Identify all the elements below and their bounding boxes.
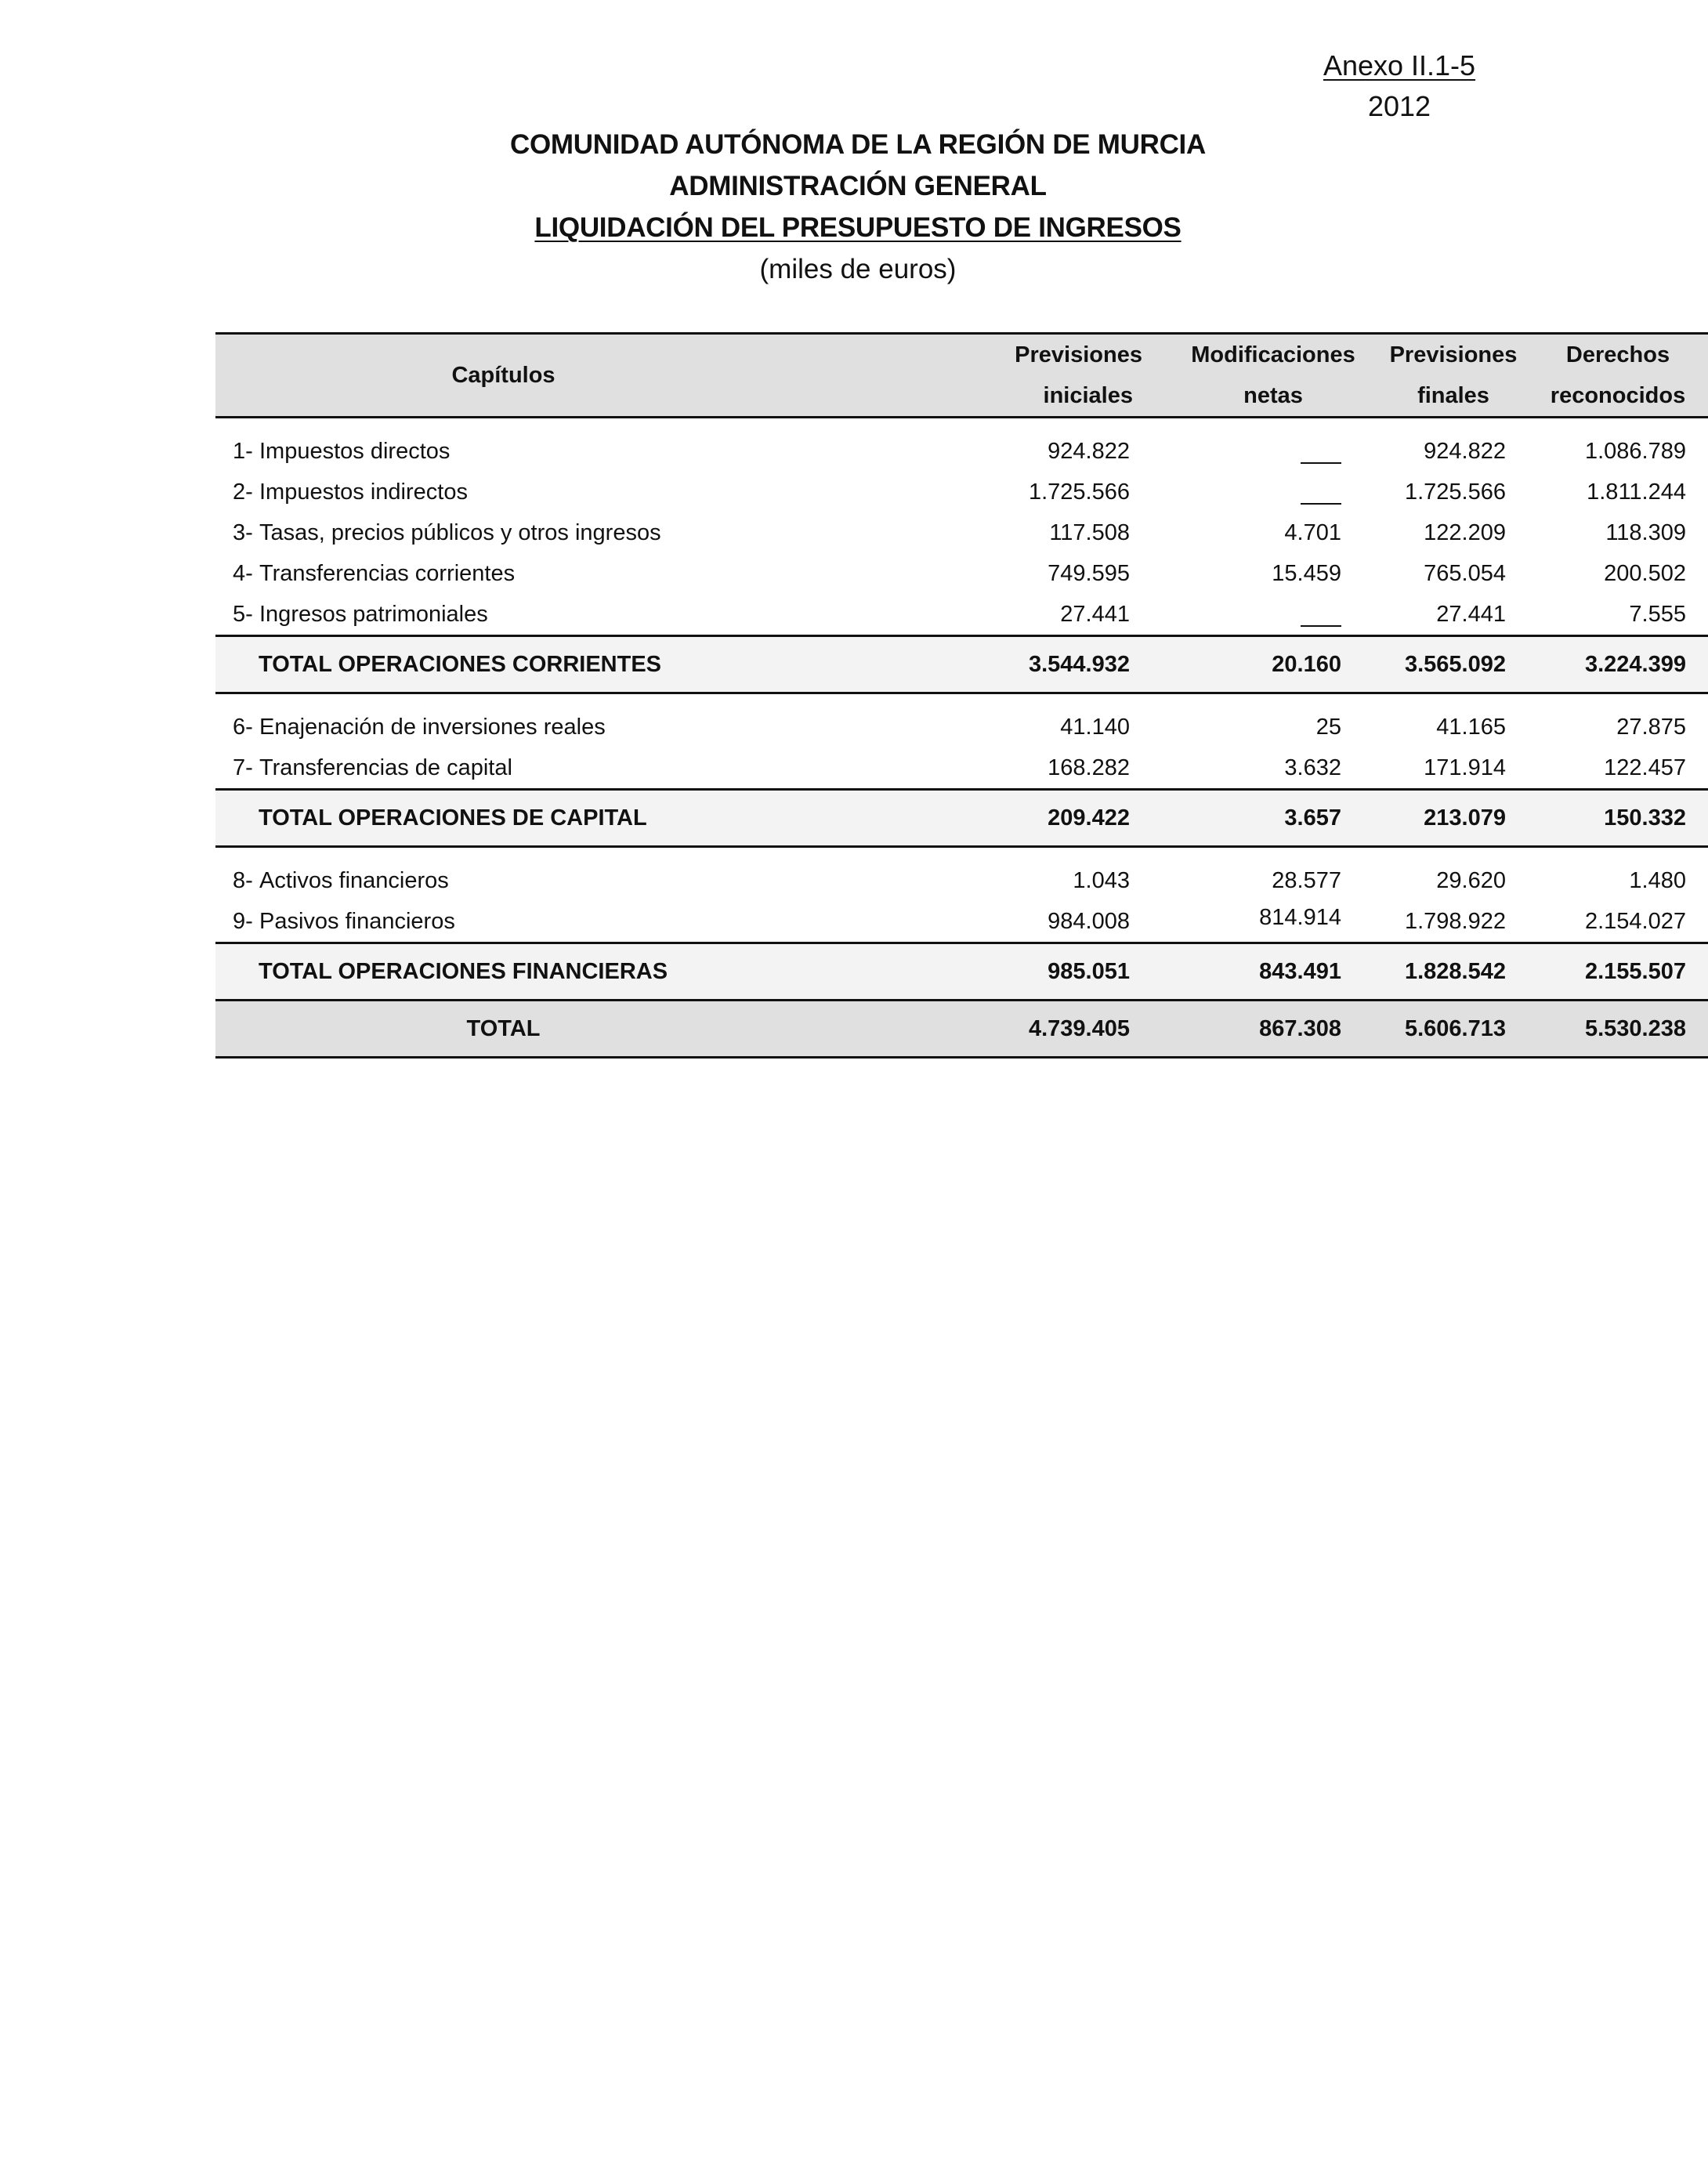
table-row — [215, 431, 1708, 472]
cell-previsiones-finales: 41.165 — [1436, 715, 1506, 740]
cell-derechos-reconocidos: 1.086.789 — [1584, 439, 1686, 464]
cell-previsiones-finales: 1.798.922 — [1404, 909, 1506, 934]
table-row — [215, 747, 1708, 790]
cell-previsiones-iniciales: 117.508 — [1049, 520, 1130, 545]
table-header-row — [215, 334, 1708, 418]
cell-value: 814.914 — [1259, 905, 1341, 930]
cell-previsiones-iniciales: 168.282 — [1048, 755, 1130, 780]
cell-previsiones-iniciales: 27.441 — [1060, 602, 1130, 627]
cell-modificaciones-netas: 843.491 — [1152, 943, 1363, 1001]
subtotal-row-capital — [215, 790, 1708, 847]
cell-previsiones-finales: 27.441 — [1436, 602, 1506, 627]
row-text: Transferencias de capital — [259, 755, 512, 780]
col-header-previsiones-iniciales — [791, 334, 1152, 418]
cell-modificaciones-netas — [1152, 431, 1363, 472]
cell-modificaciones-netas: 4.701 — [1284, 520, 1341, 545]
col-header-line: iniciales — [1043, 383, 1133, 408]
cell-previsiones-finales: 1.828.542 — [1363, 943, 1528, 1001]
cell-modificaciones-netas: 3.657 — [1152, 790, 1363, 847]
grand-total-label: TOTAL — [215, 1001, 791, 1058]
cell-modificaciones-netas: 3.632 — [1284, 755, 1341, 780]
cell-derechos-reconocidos: 1.480 — [1629, 868, 1686, 893]
col-header-line: Derechos — [1565, 342, 1670, 367]
title-region: COMUNIDAD AUTÓNOMA DE LA REGIÓN DE MURCIA — [510, 129, 1206, 160]
cell-previsiones-finales: 171.914 — [1424, 755, 1506, 780]
row-text: Activos financieros — [259, 868, 449, 893]
row-number: 5- — [233, 602, 253, 627]
subtotal-row-financieras — [215, 943, 1708, 1001]
subtotal-label: TOTAL OPERACIONES FINANCIERAS — [215, 943, 791, 1001]
col-header-line: Previsiones — [1015, 342, 1142, 367]
cell-previsiones-finales: 765.054 — [1424, 561, 1506, 586]
row-label — [215, 707, 791, 747]
cell-derechos-reconocidos: 3.224.399 — [1528, 636, 1708, 693]
col-header-line: netas — [1243, 383, 1303, 408]
col-header-derechos-reconocidos — [1528, 334, 1708, 418]
col-header-line: reconocidos — [1550, 383, 1686, 408]
cell-modificaciones-netas — [1152, 901, 1363, 943]
cell-modificaciones-netas: 15.459 — [1272, 561, 1341, 586]
row-label — [215, 594, 791, 636]
annex-reference — [1321, 45, 1478, 127]
subtotal-label: TOTAL OPERACIONES DE CAPITAL — [215, 790, 791, 847]
row-number: 1- — [233, 439, 253, 464]
col-header-line: Previsiones — [1389, 342, 1518, 367]
subtotal-label: TOTAL OPERACIONES CORRIENTES — [215, 636, 791, 693]
cell-modificaciones-netas: 25 — [1315, 715, 1341, 740]
cell-modificaciones-netas: 20.160 — [1152, 636, 1363, 693]
table-row — [215, 860, 1708, 901]
cell-previsiones-iniciales: 984.008 — [1048, 909, 1130, 934]
col-header-line: finales — [1417, 383, 1489, 408]
cell-modificaciones-netas — [1152, 472, 1363, 512]
cell-previsiones-iniciales: 924.822 — [1048, 439, 1130, 464]
cell-derechos-reconocidos: 200.502 — [1604, 561, 1686, 586]
row-text: Ingresos patrimoniales — [259, 602, 488, 627]
table-row — [215, 512, 1708, 553]
row-number: 8- — [233, 868, 253, 893]
table-row — [215, 707, 1708, 747]
row-number: 6- — [233, 715, 253, 740]
col-header-line: Modificaciones — [1191, 342, 1355, 367]
cell-previsiones-iniciales: 3.544.932 — [791, 636, 1152, 693]
cell-derechos-reconocidos: 118.309 — [1605, 520, 1686, 545]
grand-total-row — [215, 1001, 1708, 1058]
cell-modificaciones-netas — [1152, 594, 1363, 636]
row-text: Enajenación de inversiones reales — [259, 715, 606, 740]
row-label — [215, 901, 791, 943]
col-header-label: Capítulos — [451, 362, 555, 388]
row-label — [215, 512, 791, 553]
cell-previsiones-finales: 29.620 — [1436, 868, 1506, 893]
row-text: Transferencias corrientes — [259, 561, 516, 586]
cell-derechos-reconocidos: 27.875 — [1616, 715, 1686, 740]
cell-derechos-reconocidos: 7.555 — [1629, 602, 1686, 627]
annex-code: Anexo II.1-5 — [1323, 49, 1476, 81]
title-units: (miles de euros) — [759, 254, 957, 284]
table-row — [215, 901, 1708, 943]
cell-previsiones-finales: 3.565.092 — [1363, 636, 1528, 693]
title-report: LIQUIDACIÓN DEL PRESUPUESTO DE INGRESOS — [534, 212, 1181, 243]
cell-previsiones-iniciales: 1.043 — [1073, 868, 1130, 893]
row-label — [215, 860, 791, 901]
table-row — [215, 594, 1708, 636]
budget-table — [215, 332, 1708, 1059]
row-text: Impuestos indirectos — [259, 480, 468, 505]
row-text: Pasivos financieros — [259, 909, 455, 934]
row-text: Impuestos directos — [259, 439, 451, 464]
empty-dash — [1301, 625, 1341, 627]
row-label — [215, 553, 791, 594]
cell-previsiones-iniciales: 985.051 — [791, 943, 1152, 1001]
table-row — [215, 553, 1708, 594]
col-header-previsiones-finales — [1363, 334, 1528, 418]
col-header-modificaciones-netas — [1152, 334, 1363, 418]
cell-previsiones-iniciales: 4.739.405 — [791, 1001, 1152, 1058]
empty-dash — [1301, 503, 1341, 505]
cell-derechos-reconocidos: 2.155.507 — [1528, 943, 1708, 1001]
cell-modificaciones-netas: 867.308 — [1152, 1001, 1363, 1058]
row-number: 4- — [233, 561, 253, 586]
annex-year: 2012 — [1367, 90, 1431, 122]
subtotal-row-corrientes — [215, 636, 1708, 693]
row-label — [215, 431, 791, 472]
row-number: 2- — [233, 480, 253, 505]
cell-derechos-reconocidos: 5.530.238 — [1528, 1001, 1708, 1058]
row-number: 7- — [233, 755, 253, 780]
cell-previsiones-finales: 1.725.566 — [1404, 480, 1506, 505]
row-label — [215, 747, 791, 790]
cell-derechos-reconocidos: 1.811.244 — [1587, 480, 1686, 505]
col-header-capitulos — [215, 334, 791, 418]
cell-modificaciones-netas: 28.577 — [1272, 868, 1341, 893]
cell-previsiones-iniciales: 209.422 — [791, 790, 1152, 847]
cell-previsiones-iniciales: 41.140 — [1060, 715, 1130, 740]
row-number: 9- — [233, 909, 253, 934]
cell-previsiones-iniciales: 1.725.566 — [1028, 480, 1130, 505]
table-row — [215, 472, 1708, 512]
cell-previsiones-finales: 924.822 — [1424, 439, 1506, 464]
cell-previsiones-finales: 5.606.713 — [1363, 1001, 1528, 1058]
title-administration: ADMINISTRACIÓN GENERAL — [669, 171, 1047, 201]
row-number: 3- — [233, 520, 253, 545]
cell-previsiones-iniciales: 749.595 — [1048, 561, 1130, 586]
row-label — [215, 472, 791, 512]
cell-derechos-reconocidos: 122.457 — [1604, 755, 1686, 780]
document-titles — [215, 124, 1500, 291]
cell-derechos-reconocidos: 150.332 — [1528, 790, 1708, 847]
cell-previsiones-finales: 213.079 — [1363, 790, 1528, 847]
cell-previsiones-finales: 122.209 — [1424, 520, 1506, 545]
cell-derechos-reconocidos: 2.154.027 — [1584, 909, 1686, 934]
row-text: Tasas, precios públicos y otros ingresos — [259, 520, 661, 545]
empty-dash — [1301, 462, 1341, 464]
